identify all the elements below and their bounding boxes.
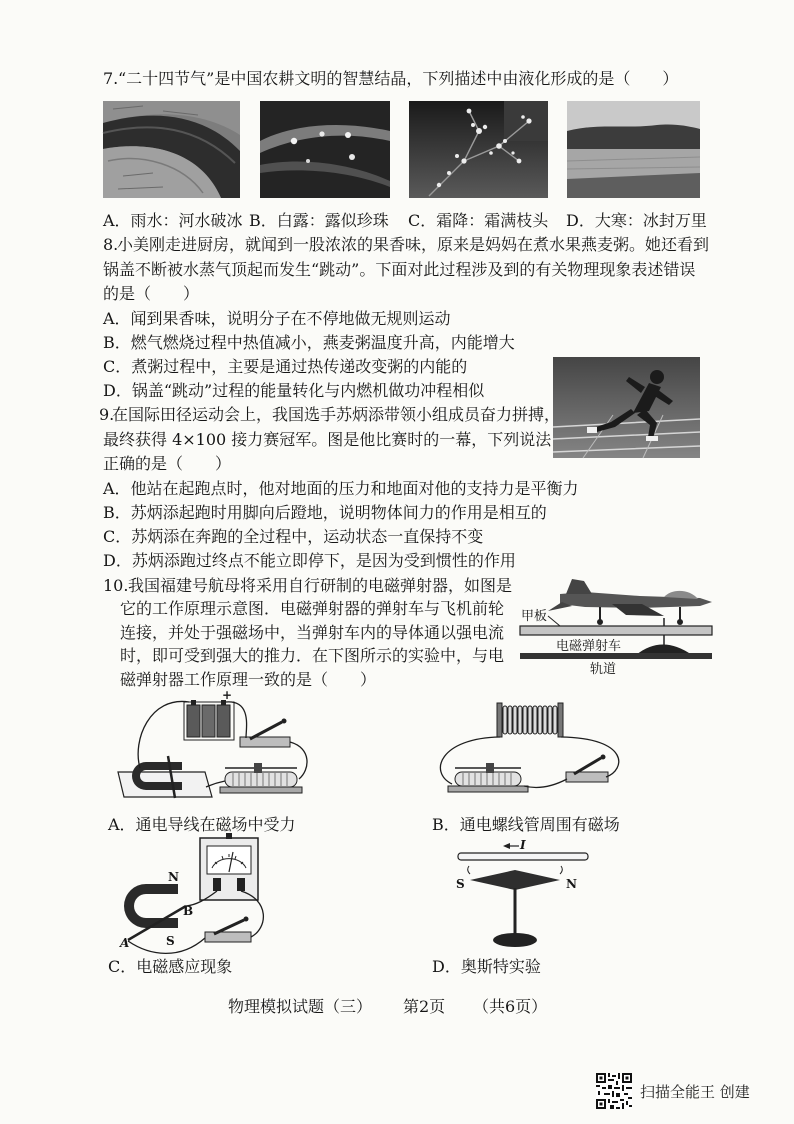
scanner-watermark: 扫描全能王 创建 (640, 1083, 750, 1101)
track-label: 轨道 (590, 662, 617, 677)
q7-photo-b (260, 101, 390, 198)
experiment-figure-a (118, 688, 307, 798)
q9-option-a: A．他站在起跑点时，他对地面的压力和地面对他的支持力是平衡力 (103, 479, 579, 498)
label-n: N (168, 870, 179, 884)
rheostat (220, 763, 302, 793)
q8-stem-line: 锅盖不断被水蒸气顶起而发生“跳动”。下面对此过程涉及到的有关物理现象表述错误 (103, 260, 696, 279)
q9-stem-line: 在国际田径运动会上，我国选手苏炳添带领小组成员奋力拼搏， (112, 405, 561, 424)
galvanometer (200, 833, 258, 900)
q8-number: 8. (103, 235, 119, 254)
qr-code (596, 1073, 632, 1109)
current-arrow-icon (503, 843, 510, 849)
q9-option-c: C．苏炳添在奔跑的全过程中，运动状态一直保持不变 (103, 527, 484, 546)
solenoid-coil (497, 703, 563, 737)
label-a: A (120, 936, 130, 950)
battery-plus-label: + (222, 688, 233, 702)
q10-catapult-diagram (520, 579, 712, 677)
q9-option-b: B．苏炳添起跑时用脚向后蹬地，说明物体间力的作用是相互的 (103, 503, 547, 522)
deck (520, 626, 712, 635)
label-n: N (566, 877, 577, 891)
label-i: I (520, 838, 526, 852)
q9-option-d: D．苏炳添跑过终点不能立即停下，是因为受到惯性的作用 (103, 551, 516, 570)
horseshoe-magnet (124, 884, 178, 928)
experiment-figure-d (456, 838, 588, 947)
knife-switch (240, 719, 290, 748)
q10-stem-line: 时，即可受到强大的推力．在下图所示的实验中，与电 (120, 646, 505, 665)
q7-stem: “二十四节气”是中国农耕文明的智慧结晶，下列描述中由液化形成的是（ ） (118, 69, 679, 88)
q10-choice-a-caption: A．通电导线在磁场中受力 (108, 815, 296, 834)
q7-number: 7. (103, 69, 119, 88)
q8-stem-line: 的是（ ） (103, 284, 200, 303)
q8-stem-line: 小美刚走进厨房，就闻到一股浓浓的果香味，原来是妈妈在煮水果燕麦粥。她还看到 (117, 235, 710, 254)
q7-option-b: B．白露：露似珍珠 (249, 211, 389, 230)
q10-stem-line: 我国福建号航母将采用自行研制的电磁弹射器，如图是 (128, 576, 513, 595)
deck-label: 甲板 (521, 609, 548, 624)
q7-photo-c (409, 101, 548, 198)
label-s: S (456, 877, 465, 891)
footer-total: （共6页） (473, 997, 548, 1016)
q8-option-d: D．锅盖“跳动”过程的能量转化与内燃机做功冲程相似 (103, 381, 485, 400)
q10-stem-line: 它的工作原理示意图．电磁弹射器的弹射车与飞机前轮 (120, 599, 505, 618)
knife-switch (205, 917, 251, 943)
q10-stem-line: 连接，并处于强磁场中，当弹射车内的导体通以强电流 (120, 623, 505, 642)
q9-runner-photo (553, 357, 700, 458)
q7-photo-a (103, 101, 240, 198)
q7-option-d: D．大寒：冰封万里 (566, 211, 707, 230)
q10-stem-line: 磁弹射器工作原理一致的是（ ） (120, 670, 377, 689)
label-s: S (166, 934, 175, 948)
q9-number: 9. (99, 405, 115, 424)
q10-choice-b-caption: B．通电螺线管周围有磁场 (432, 815, 620, 834)
q10-choice-d-caption: D．奥斯特实验 (432, 957, 541, 976)
knife-switch (566, 755, 608, 783)
label-b: B (183, 904, 194, 918)
q10-choice-c-caption: C．电磁感应现象 (108, 957, 233, 976)
q7-option-c: C．霜降：霜满枝头 (408, 211, 549, 230)
experiment-figure-c (119, 833, 263, 953)
battery (184, 688, 234, 740)
q8-option-b: B．燃气燃烧过程中热值减小，燕麦粥温度升高，内能增大 (103, 333, 515, 352)
q8-option-a: A．闻到果香味，说明分子在不停地做无规则运动 (103, 309, 451, 328)
straight-wire (458, 853, 588, 860)
q9-stem-line: 正确的是（ ） (103, 454, 232, 473)
rheostat (448, 763, 528, 792)
compass-needle (470, 870, 560, 890)
footer-title: 物理模拟试题（三） (228, 997, 373, 1016)
q7-option-a: A．雨水：河水破冰 (103, 211, 243, 230)
footer-page: 第2页 (403, 997, 446, 1016)
catapult-car-label: 电磁弹射车 (556, 639, 622, 654)
aircraft (548, 579, 712, 646)
q8-option-c: C．煮粥过程中，主要是通过热传递改变粥的内能的 (103, 357, 468, 376)
q10-number: 10. (103, 576, 129, 595)
q9-stem-line: 最终获得 4×100 接力赛冠军。图是他比赛时的一幕，下列说法 (103, 430, 552, 449)
q7-photo-d (567, 101, 700, 198)
experiment-figure-b (440, 703, 618, 792)
